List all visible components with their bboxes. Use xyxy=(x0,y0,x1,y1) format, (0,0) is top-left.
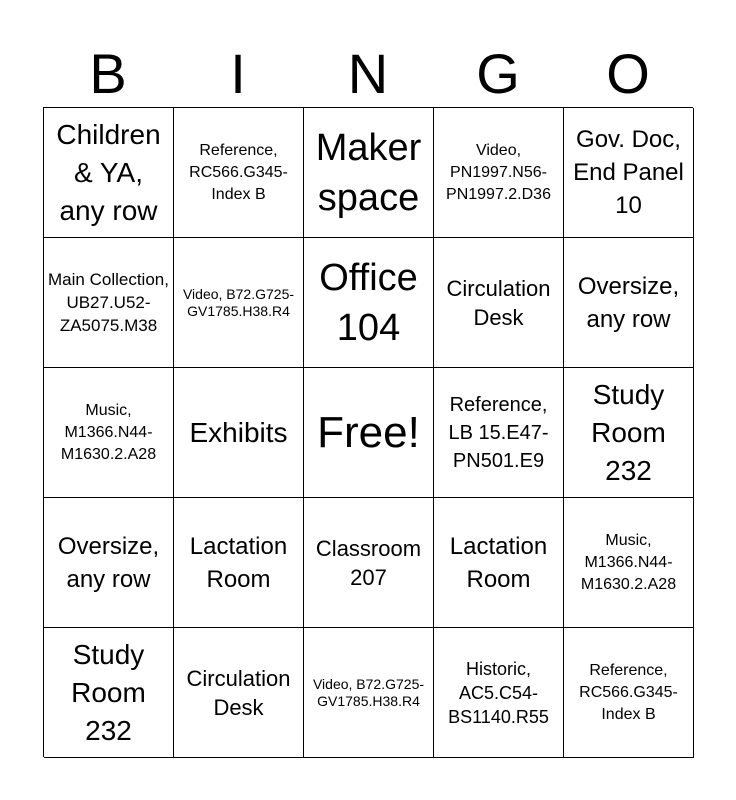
bingo-cell[interactable]: Video, B72.G725-GV1785.H38.R4 xyxy=(304,628,434,758)
bingo-cell[interactable]: Video, PN1997.N56-PN1997.2.D36 xyxy=(434,108,564,238)
header-letter-b: B xyxy=(89,42,127,105)
bingo-cell[interactable]: Oversize, any row xyxy=(564,238,694,368)
bingo-cell[interactable]: Circulation Desk xyxy=(174,628,304,758)
bingo-cell[interactable]: Children & YA, any row xyxy=(44,108,174,238)
bingo-cell[interactable]: Classroom 207 xyxy=(304,498,434,628)
bingo-cell[interactable]: Gov. Doc, End Panel 10 xyxy=(564,108,694,238)
bingo-cell[interactable]: Music, M1366.N44-M1630.2.A28 xyxy=(44,368,174,498)
bingo-cell[interactable]: Study Room 232 xyxy=(564,368,694,498)
header-letter-o: O xyxy=(606,42,650,105)
bingo-cell[interactable]: Study Room 232 xyxy=(44,628,174,758)
header-letter-g: G xyxy=(476,42,520,105)
bingo-board xyxy=(43,107,693,757)
header-letter-i: I xyxy=(230,42,246,105)
bingo-cell-free[interactable]: Free! xyxy=(304,368,434,498)
bingo-cell[interactable]: Circulation Desk xyxy=(434,238,564,368)
bingo-cell[interactable]: Lactation Room xyxy=(174,498,304,628)
bingo-cell[interactable]: Reference, LB 15.E47-PN501.E9 xyxy=(434,368,564,498)
bingo-cell[interactable]: Exhibits xyxy=(174,368,304,498)
bingo-cell[interactable]: Historic, AC5.C54-BS1140.R55 xyxy=(434,628,564,758)
bingo-cell[interactable]: Oversize, any row xyxy=(44,498,174,628)
bingo-cell[interactable]: Maker space xyxy=(304,108,434,238)
bingo-cell[interactable]: Music, M1366.N44-M1630.2.A28 xyxy=(564,498,694,628)
bingo-cell[interactable]: Reference, RC566.G345-Index B xyxy=(174,108,304,238)
bingo-cell[interactable]: Lactation Room xyxy=(434,498,564,628)
header-letter-n: N xyxy=(347,42,389,105)
bingo-cell[interactable]: Main Collection, UB27.U52-ZA5075.M38 xyxy=(44,238,174,368)
bingo-cell[interactable]: Office 104 xyxy=(304,238,434,368)
bingo-cell[interactable]: Video, B72.G725-GV1785.H38.R4 xyxy=(174,238,304,368)
bingo-cell[interactable]: Reference, RC566.G345-Index B xyxy=(564,628,694,758)
bingo-header xyxy=(43,40,693,108)
